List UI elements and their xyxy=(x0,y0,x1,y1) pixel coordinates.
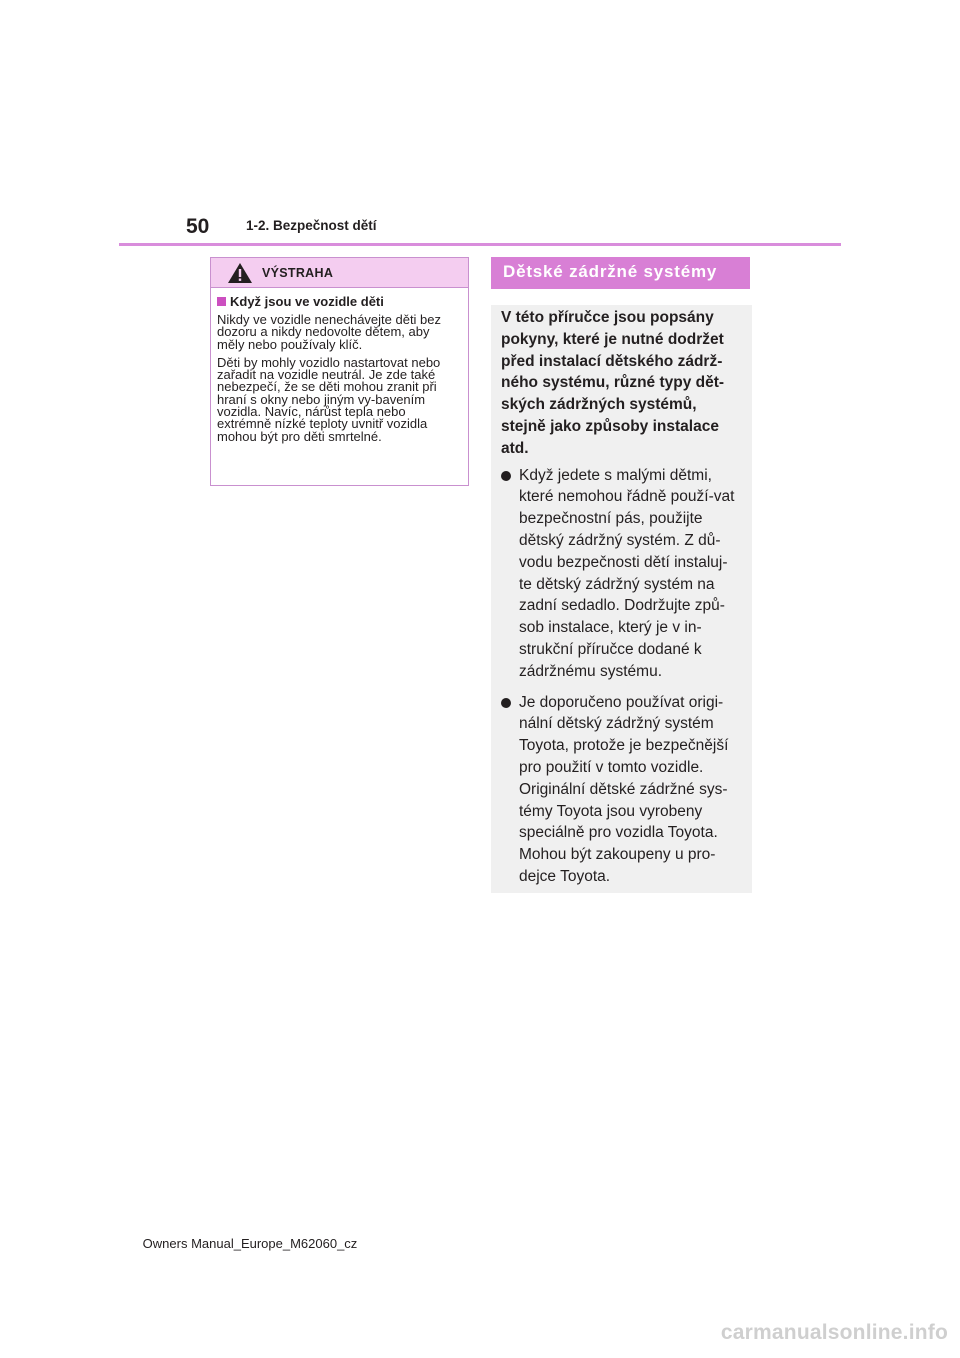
list-item xyxy=(501,692,740,888)
bullet-dot-icon xyxy=(501,471,511,481)
warning-paragraph: Děti by mohly vozidlo nastartovat nebo zařadit na vozidle neutrál. Je zde také nebezpečí, že se děti mohou zranit při hraní s okny nebo jiným vy-bavením vozidla. Navíc, nárůst tepla nebo extrémně nízké teploty uvnitř vozidla mohou být pro děti smrtelné. xyxy=(217,354,441,444)
warning-box xyxy=(210,257,469,486)
watermark: carmanualsonline.info xyxy=(720,1321,948,1344)
section-intro: V této příručce jsou popsány pokyny, které je nutné dodržet před instalací dětského zádrž-ného systému, různé typy dět-ských zádržných systémů, stejně jako způsoby instalace atd. xyxy=(501,309,725,457)
square-bullet-icon xyxy=(217,297,226,306)
list-item-text: Když jedete s malými dětmi, které nemohou řádně použí-vat bezpečnostní pás, použijte dětský zádržný systém. Z dů-vodu bezpečnosti dětí instaluj-te dětský zádržný systém na zadní sedadlo. Dodržujte způ-sob instalace, který je v in-strukční příručce dodané k zádržnému systému. xyxy=(519,466,735,680)
warning-triangle-icon xyxy=(227,262,253,284)
section-content xyxy=(491,305,752,893)
list-item-text: Je doporučeno používat origi-nální dětský zádržný systém Toyota, protože je bezpečnější pro použití v tomto vozidle. Originální dětské zádržné sys-témy Toyota jsou vyrobeny speciálně pro vozidla Toyota. Mohou být zakoupeny u pro-dejce Toyota. xyxy=(519,693,729,885)
header-divider xyxy=(119,243,841,246)
section-title: 1-2. Bezpečnost dětí xyxy=(246,218,377,233)
warning-subheading-text: Když jsou ve vozidle děti xyxy=(230,294,384,309)
section-heading: Dětské zádržné systémy xyxy=(491,257,750,289)
page-number: 50 xyxy=(186,215,210,238)
list-item xyxy=(501,465,740,683)
page-footer: Owners Manual_Europe_M62060_cz xyxy=(142,1236,358,1251)
warning-subheading xyxy=(217,294,460,309)
warning-header xyxy=(211,258,468,288)
warning-paragraph: Nikdy ve vozidle nenechávejte děti bez dozoru a nikdy nedovolte dětem, aby měly nebo používaly klíč. xyxy=(217,312,442,352)
warning-label: VÝSTRAHA xyxy=(262,265,334,280)
bullet-dot-icon xyxy=(501,698,511,708)
warning-body xyxy=(211,288,468,443)
